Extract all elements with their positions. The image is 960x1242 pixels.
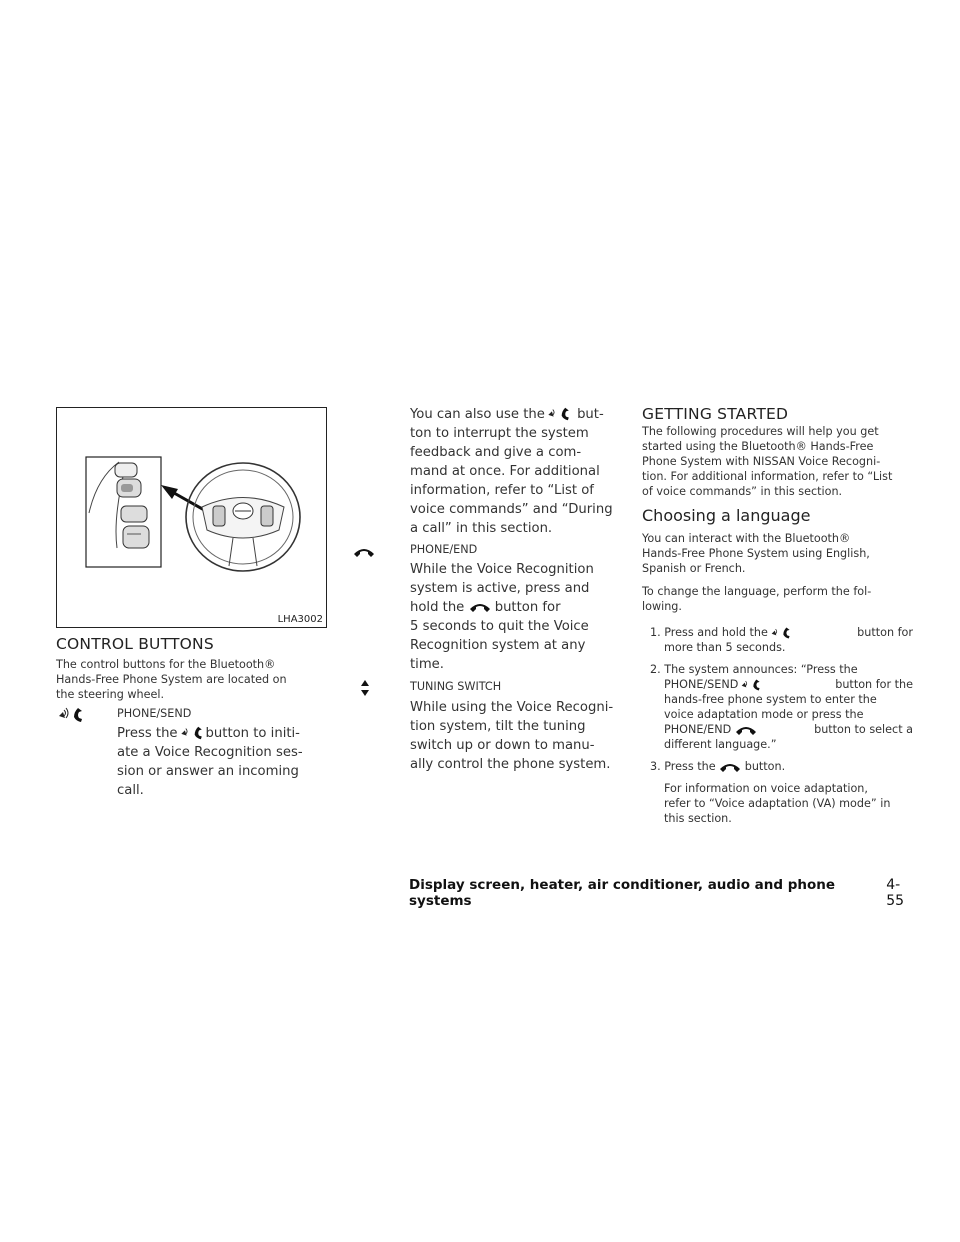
phone-end-description: While the Voice Recognition system is active, press and hold the button for 5 seconds to quit the Voice Recognition system at any time. bbox=[410, 562, 594, 672]
footer-section-title: Display screen, heater, air conditioner, audio and phone systems bbox=[409, 877, 836, 909]
getting-started-heading: GETTING STARTED bbox=[642, 405, 789, 423]
steering-wheel-illustration bbox=[57, 408, 326, 627]
step-1: 1. Press and hold the button for bbox=[650, 626, 913, 639]
getting-started-paragraph: The following procedures will help you get started using the Bluetooth® Hands-Free Phone System with NISSAN Voice Recogni- tion. For additional information, refer to “List of voice commands” in this section. bbox=[642, 425, 893, 498]
phone-send-inline-icon bbox=[178, 725, 206, 741]
phone-send-label: PHONE/SEND bbox=[117, 707, 192, 720]
tuning-switch-icon bbox=[360, 679, 370, 697]
figure-code: LHA3002 bbox=[277, 614, 323, 625]
choosing-language-paragraph: You can interact with the Bluetooth® Hands-Free Phone System using English, Spanish or French. To change the language, perform the fol- lowing. bbox=[642, 532, 872, 613]
phone-send-description: Press the button to initi- ate a Voice Recognition ses- sion or answer an incoming call. bbox=[117, 726, 303, 798]
phone-send-inline-icon bbox=[768, 626, 794, 640]
page-number: 4-55 bbox=[886, 877, 905, 909]
interrupt-paragraph: You can also use the but- ton to interrupt the system feedback and give a com- mand at once. For additional information, refer to “List of voice commands” and “During a call” in this section. bbox=[410, 407, 613, 536]
phone-send-inline-icon bbox=[545, 406, 573, 422]
phone-end-inline-icon bbox=[719, 761, 741, 773]
control-buttons-intro: The control buttons for the Bluetooth® Hands-Free Phone System are located on the steering wheel. bbox=[56, 658, 287, 701]
step-2: 2. The system announces: “Press the bbox=[650, 663, 858, 676]
phone-end-inline-icon bbox=[469, 601, 491, 613]
choosing-language-heading: Choosing a language bbox=[642, 506, 811, 525]
voice-adaptation-note: For information on voice adaptation, refer to “Voice adaptation (VA) mode” in this section. bbox=[664, 782, 891, 825]
step-3: 3. Press the button. bbox=[650, 760, 786, 773]
steering-wheel-figure bbox=[56, 407, 327, 628]
phone-send-voice-icon bbox=[56, 706, 86, 724]
page-footer bbox=[409, 877, 917, 909]
phone-send-inline-icon bbox=[738, 678, 764, 692]
tuning-switch-description: While using the Voice Recogni- tion system, tilt the tuning switch up or down to manu- ally control the phone system. bbox=[410, 700, 614, 772]
control-buttons-heading: CONTROL BUTTONS bbox=[56, 635, 214, 653]
phone-end-icon bbox=[353, 546, 375, 558]
language-steps: 1. Press and hold the button for more than 5 seconds. 2. The system announces: “Press the PHONE/SEND button for the hands-free phone system to enter the voice adaptation mode or press the PHONE/END button to select a different language.” 3. Press the button. For information on voice adaptation, refer to “Voice adaptation (VA) mode” in this section. bbox=[650, 626, 913, 825]
phone-end-inline-icon bbox=[735, 724, 757, 736]
phone-end-label: PHONE/END bbox=[410, 543, 478, 556]
tuning-switch-label: TUNING SWITCH bbox=[410, 680, 502, 693]
